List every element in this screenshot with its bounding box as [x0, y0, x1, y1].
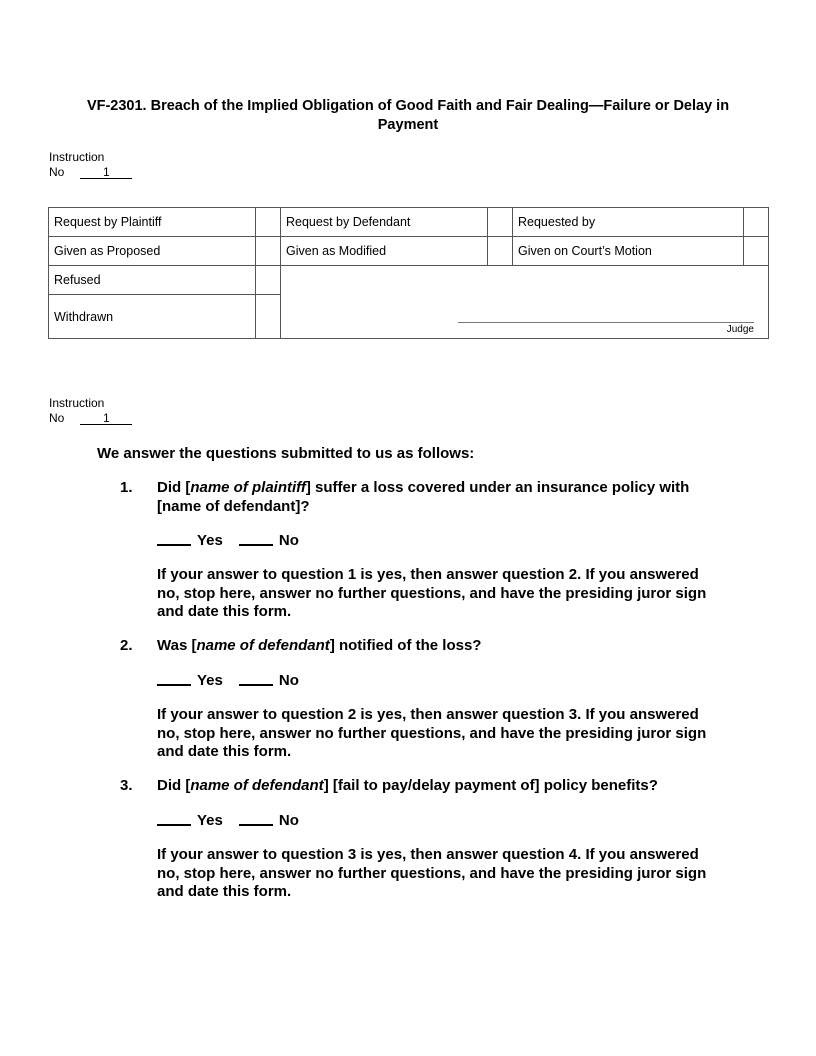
judge-signature-area: [281, 266, 769, 339]
form-title: VF-2301. Breach of the Implied Obligation of Good Faith and Fair Dealing—Failure or Delay in Payment: [86, 98, 730, 133]
refused-checkbox[interactable]: [256, 266, 281, 295]
question-placeholder: name of defendant: [190, 777, 324, 794]
answer-options-1: [157, 532, 299, 549]
withdrawn-label: Withdrawn: [49, 295, 256, 339]
question-3: [120, 777, 720, 796]
instruction-number: 1: [80, 166, 132, 179]
request-by-defendant-label: Request by Defendant: [281, 208, 488, 237]
yes-blank[interactable]: [157, 544, 191, 546]
yes-blank[interactable]: [157, 824, 191, 826]
question-number: 2.: [120, 637, 133, 654]
yes-label: Yes: [197, 532, 223, 549]
instruction-no-label: No: [49, 410, 65, 425]
withdrawn-checkbox[interactable]: [256, 295, 281, 339]
question-2: [120, 637, 720, 656]
instruction-label: Instruction: [49, 396, 105, 410]
follow-up-instruction-2: If your answer to question 2 is yes, then answer question 3. If you answered no, stop here, answer no further questions, and have the presiding juror sign and date this form.: [157, 706, 707, 760]
question-placeholder: name of defendant: [196, 637, 330, 654]
given-as-modified-checkbox[interactable]: [488, 237, 513, 266]
no-blank[interactable]: [239, 684, 273, 686]
follow-up-instruction-1: If your answer to question 1 is yes, then answer question 2. If you answered no, stop here, answer no further questions, and have the presiding juror sign and date this form.: [157, 566, 707, 620]
question-text: Did [: [157, 777, 191, 794]
question-text: ] [fail to pay/delay payment of] policy benefits?: [323, 777, 658, 794]
request-by-plaintiff-checkbox[interactable]: [256, 208, 281, 237]
requested-by-checkbox[interactable]: [744, 208, 769, 237]
question-placeholder: name of plaintiff: [190, 479, 306, 496]
request-by-defendant-checkbox[interactable]: [488, 208, 513, 237]
no-label: No: [278, 812, 299, 829]
request-disposition-table: [48, 207, 769, 339]
judge-label: Judge: [726, 324, 754, 335]
no-label: No: [278, 532, 299, 549]
question-number: 1.: [120, 479, 133, 496]
given-as-proposed-checkbox[interactable]: [256, 237, 281, 266]
yes-blank[interactable]: [157, 684, 191, 686]
requested-by-label: Requested by: [513, 208, 744, 237]
instruction-number-block-top: [49, 150, 132, 179]
no-blank[interactable]: [239, 544, 273, 546]
no-label: No: [278, 672, 299, 689]
instruction-no-label: No: [49, 164, 65, 179]
question-1: [120, 479, 720, 516]
answer-options-3: [157, 812, 299, 829]
refused-label: Refused: [49, 266, 256, 295]
question-text: Did [: [157, 479, 191, 496]
given-on-courts-motion-label: Given on Court’s Motion: [513, 237, 744, 266]
answer-options-2: [157, 672, 299, 689]
yes-label: Yes: [197, 812, 223, 829]
given-as-modified-label: Given as Modified: [281, 237, 488, 266]
instruction-number: 1: [80, 412, 132, 425]
request-by-plaintiff-label: Request by Plaintiff: [49, 208, 256, 237]
question-number: 3.: [120, 777, 133, 794]
question-text: ] suffer a loss covered under an insurance policy with [name of defendant]?: [157, 479, 690, 515]
follow-up-instruction-3: If your answer to question 3 is yes, then answer question 4. If you answered no, stop here, answer no further questions, and have the presiding juror sign and date this form.: [157, 846, 707, 900]
instruction-number-block-bottom: [49, 396, 132, 425]
given-on-courts-motion-checkbox[interactable]: [744, 237, 769, 266]
instruction-label: Instruction: [49, 150, 105, 164]
no-blank[interactable]: [239, 824, 273, 826]
yes-label: Yes: [197, 672, 223, 689]
verdict-intro: We answer the questions submitted to us as follows:: [97, 445, 475, 462]
judge-signature-line[interactable]: [458, 322, 754, 323]
question-text: ] notified of the loss?: [329, 637, 482, 654]
given-as-proposed-label: Given as Proposed: [49, 237, 256, 266]
question-text: Was [: [157, 637, 197, 654]
